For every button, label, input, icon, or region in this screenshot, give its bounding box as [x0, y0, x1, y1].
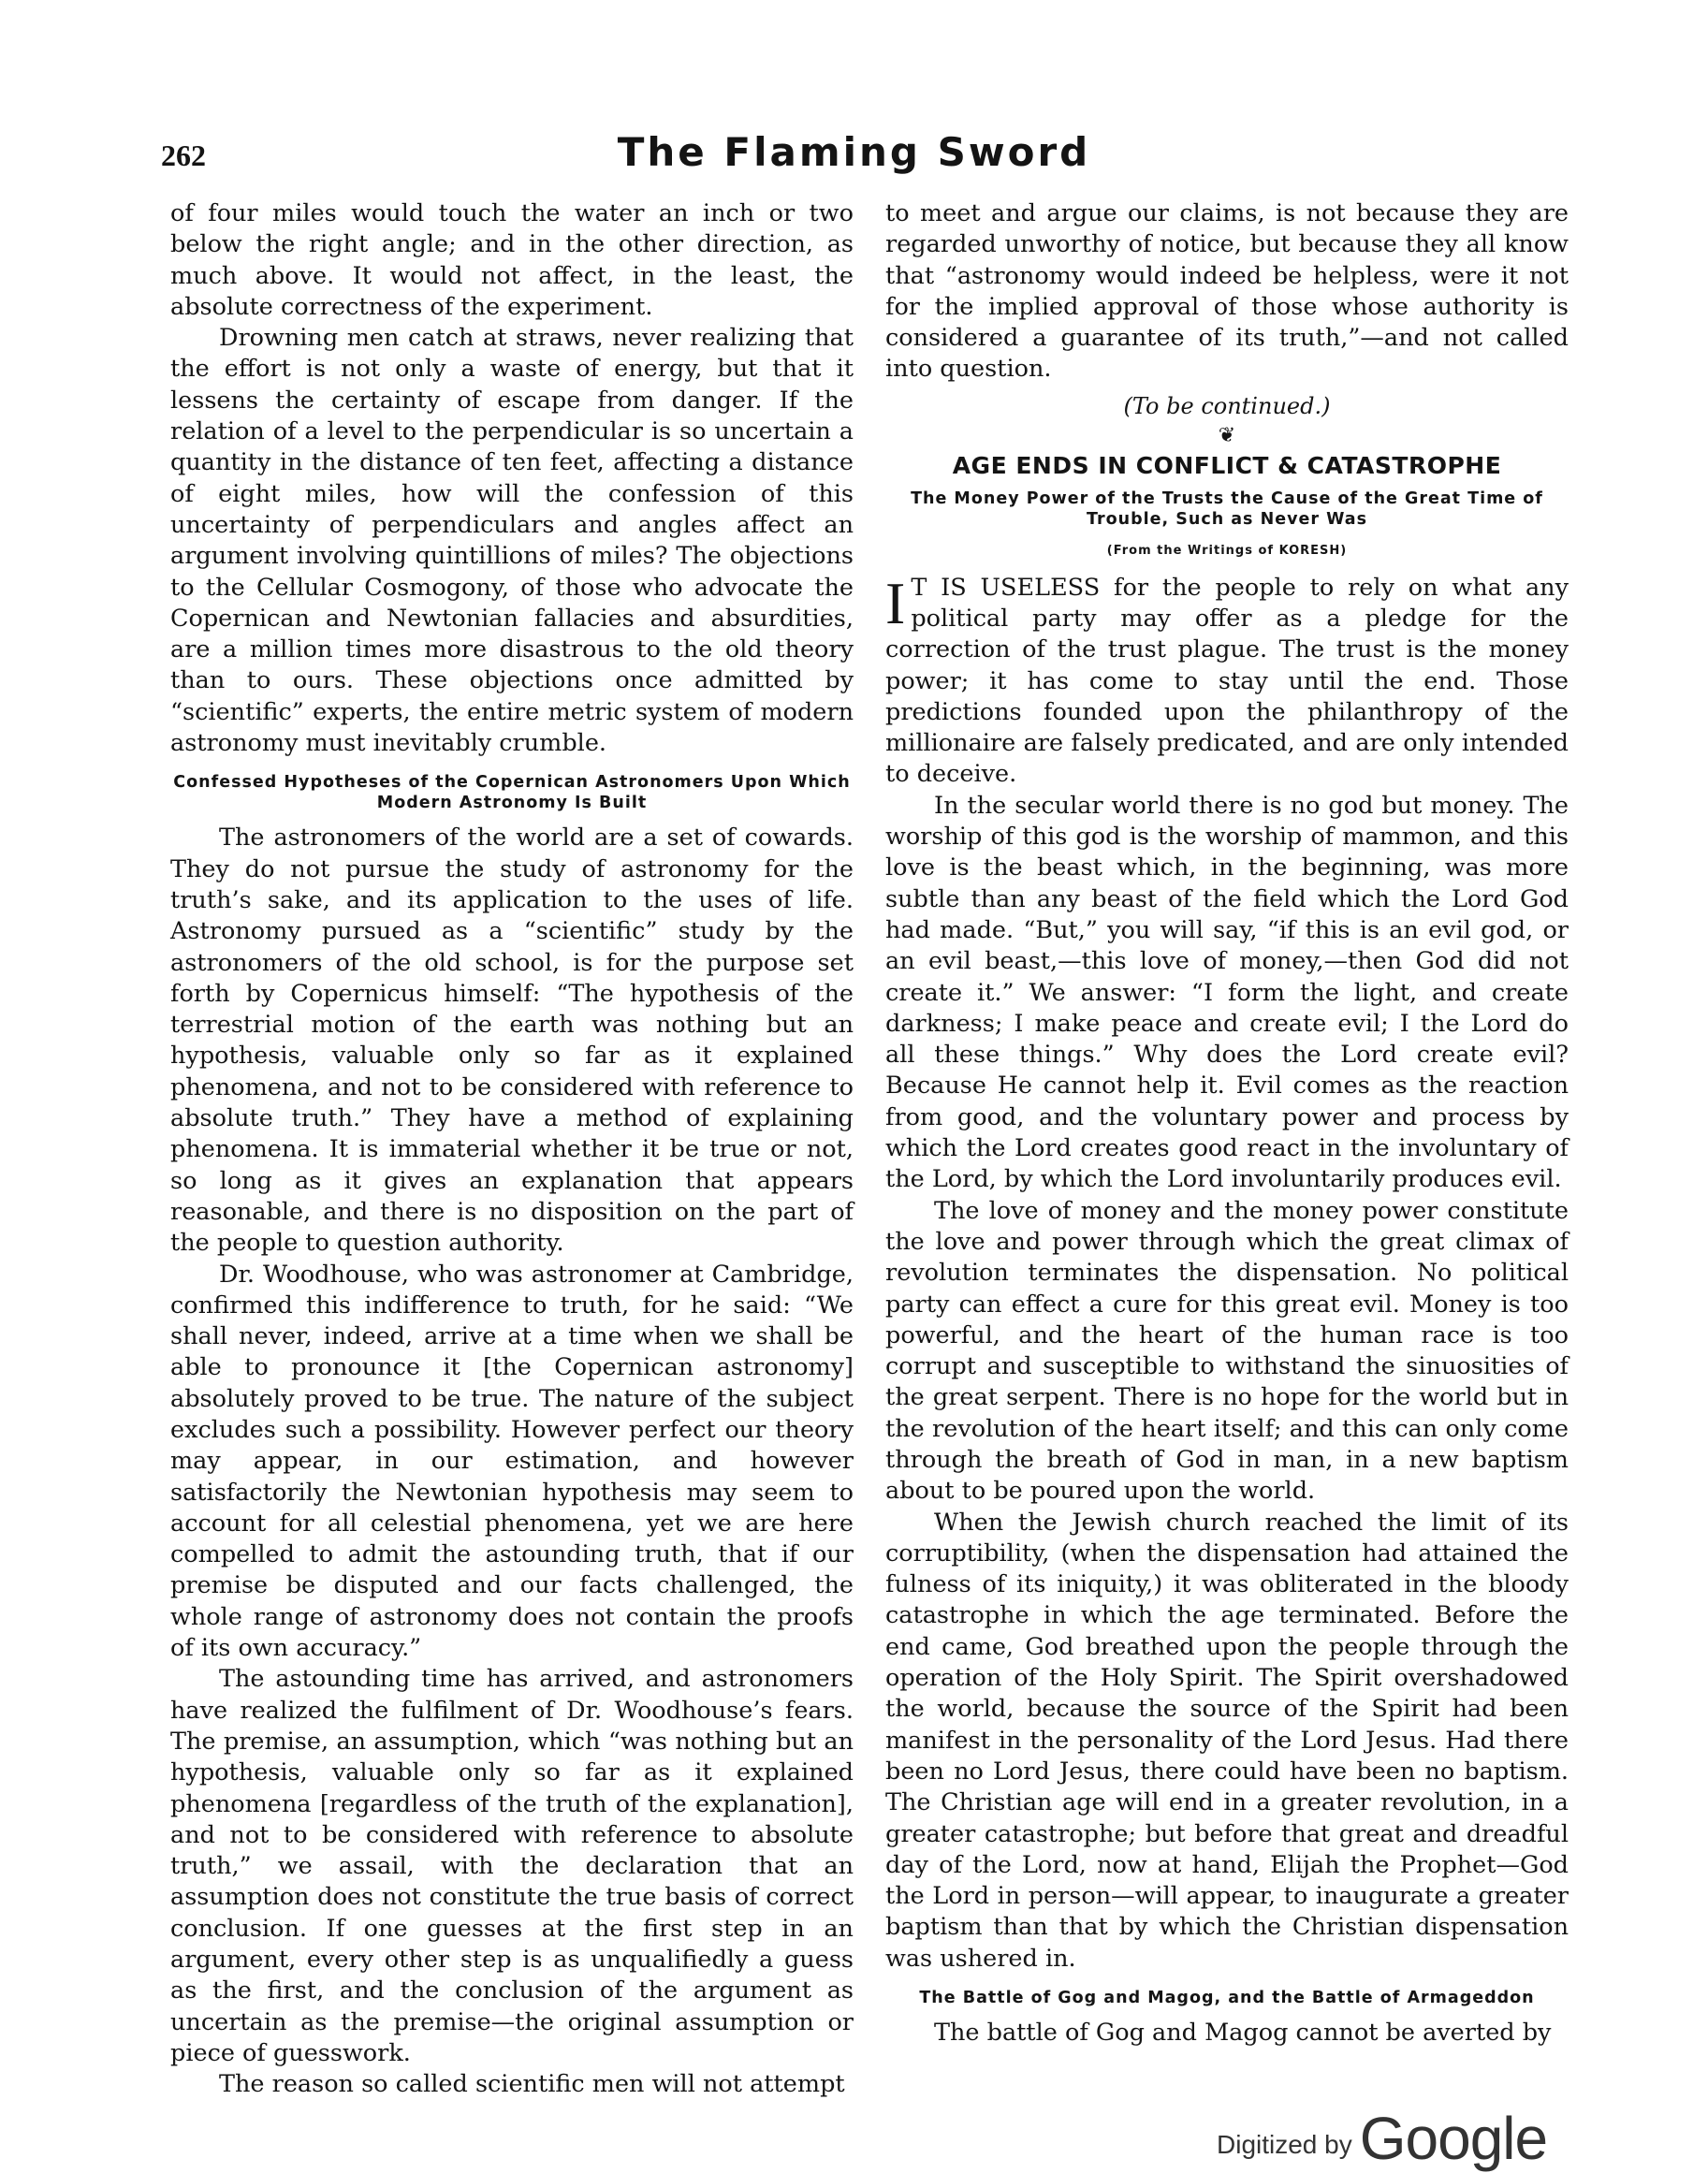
article-subtitle: The Money Power of the Trusts the Cause of the Great Time of Trouble, Such as Never Was — [911, 489, 1543, 530]
watermark-prefix: Digitized by — [1217, 2130, 1352, 2159]
right-column — [885, 198, 1569, 2049]
running-title: The Flaming Sword — [617, 129, 1091, 175]
drop-cap: I — [885, 569, 906, 636]
paragraph: The astounding time has arrived, and astronomers have realized the fulfilment of Dr. Woodhouse’s fears. The premise, an assumption, which “was nothing but an hypothesis, valuable only so far as it explained phenomena [regardless of the truth of the explanation], and not to be considered with reference to absolute truth,” we assail, with the declaration that an assumption does not constitute the true basis of correct conclusion. If one guesses at the first step in an argument, every other step is as unqualifiedly a guess as the first, and the conclusion of the argument as uncertain as the premise—the original assumption or piece of guesswork. — [170, 1665, 854, 2067]
section-subheading: Confessed Hypotheses of the Copernican Astronomers Upon Which Modern Astronomy Is Built — [173, 773, 851, 813]
page-number: 262 — [161, 139, 206, 172]
paragraph-text: T IS USELESS for the people to rely on what any political party may offer as a pledge for the correction of the trust plague. The trust is the money power; it has come to stay until the end. Those predictions founded upon the philanthropy of the millionaire are falsely predicated, and are only intended to deceive. — [885, 573, 1569, 789]
fleuron-ornament-icon: ❦ — [1218, 424, 1236, 448]
paragraph: Drowning men catch at straws, never realizing that the effort is not only a waste of energy, but that it lessens the certainty of escape from danger. If the relation of a level to the perpendicular is so uncertain a quantity in the distance of ten feet, affecting a distance of eight miles, how will the confession of this uncertainty of perpendiculars and angles affect an argument involving quintillions of miles? The objections to the Cellular Cosmogony, of those who advocate the Copernican and Newtonian fallacies and absurdities, are a million times more disastrous to the old theory than to ours. These objections once admitted by “scientific” experts, the entire metric system of modern astronomy must inevitably crumble. — [170, 324, 854, 758]
paragraph — [885, 569, 1569, 791]
article-attribution: (From the Writings of KORESH) — [1106, 544, 1348, 559]
paragraph: of four miles would touch the water an inch or two below the right angle; and in the other direction, as much above. It would not affect, in the least, the absolute correctness of the experiment. — [170, 199, 854, 321]
paragraph: The battle of Gog and Magog cannot be averted by — [934, 2019, 1552, 2048]
section-subheading: The Battle of Gog and Magog, and the Battle of Armageddon — [919, 1989, 1535, 2008]
to-be-continued: (To be continued.) — [1123, 392, 1331, 419]
paragraph: The love of money and the money power constitute the love and power through which the great climax of revolution terminates the dispensation. No political party can effect a cure for this great evil. Money is too powerful, and the heart of the human race is too corrupt and susceptible to withstand the sinuosities of the great serpent. There is no hope for the world but in the revolution of the heart itself; and this can only come through the breath of God in man, in a new baptism about to be poured upon the world. — [885, 1196, 1569, 1506]
paragraph: to meet and argue our claims, is not because they are regarded unworthy of notice, but because they all know that “astronomy would indeed be helpless, were it not for the implied approval of those whose authority is considered a guarantee of its truth,”—and not called into question. — [885, 199, 1569, 384]
left-column — [170, 198, 854, 2101]
paragraph: In the secular world there is no god but money. The worship of this god is the worship of mammon, and this love is the beast which, in the beginning, was more subtle than any beast of the field which the Lord God had made. “But,” you will say, “if this is an evil god, or an evil beast,—this love of money,—then God did not create it.” We answer: “I form the light, and create darkness; I make peace and create evil; I the Lord do all these things.” Why does the Lord create evil? Because He cannot help it. Evil comes as the reaction from good, and the voluntary power and process by which the Lord creates good react in the involuntary of the Lord, by which the Lord involuntarily produces evil. — [885, 791, 1569, 1194]
paragraph: The reason so called scientific men will not attempt — [219, 2070, 845, 2099]
paragraph: The astronomers of the world are a set of cowards. They do not pursue the study of astronomy for the truth’s sake, and its application to the uses of life. Astronomy pursued as a “scientific” study by the astronomers of the old school, is for the purpose set forth by Copernicus himself: “The hypothesis of the terrestrial motion of the earth was nothing but an hypothesis, valuable only so far as it explained phenomena, and not to be considered with reference to absolute truth.” They have a method of explaining phenomena. It is immaterial whether it be true or not, so long as it gives an explanation that appears reasonable, and there is no disposition on the part of the people to question authority. — [170, 824, 854, 1258]
digitized-watermark — [1217, 2104, 1547, 2173]
article-title: AGE ENDS IN CONFLICT & CATASTROPHE — [952, 452, 1502, 480]
paragraph: When the Jewish church reached the limit of its corruptibility, (when the dispensation had attained the fulness of its iniquity,) it was obliterated in the bloody catastrophe in which the age terminated. Before the end came, God breathed upon the people through the operation of the Holy Spirit. The Spirit overshadowed the world, because the source of the Spirit had been manifest in the personality of the Lord Jesus. Had there been no Lord Jesus, there could have been no baptism. The Christian age will end in a greater revolution, in a greater catastrophe; but before that great and dreadful day of the Lord, now at hand, Elijah the Prophet—God the Lord in person—will appear, to inaugurate a greater baptism than that by which the Christian dispensation was ushered in. — [885, 1508, 1569, 1973]
paragraph: Dr. Woodhouse, who was astronomer at Cambridge, confirmed this indifference to truth, for he said: “We shall never, indeed, arrive at a time when we shall be able to pronounce it [the Copernican astronomy] absolutely proved to be true. The nature of the subject excludes such a possibility. However perfect our theory may appear, in our estimation, and however satisfactorily the Newtonian hypothesis may seem to account for all celestial phenomena, yet we are here compelled to admit the astounding truth, that if our premise be disputed and our facts challenged, the whole range of astronomy does not contain the proofs of its own accuracy.” — [170, 1260, 854, 1663]
google-logo: Google — [1359, 2105, 1548, 2172]
